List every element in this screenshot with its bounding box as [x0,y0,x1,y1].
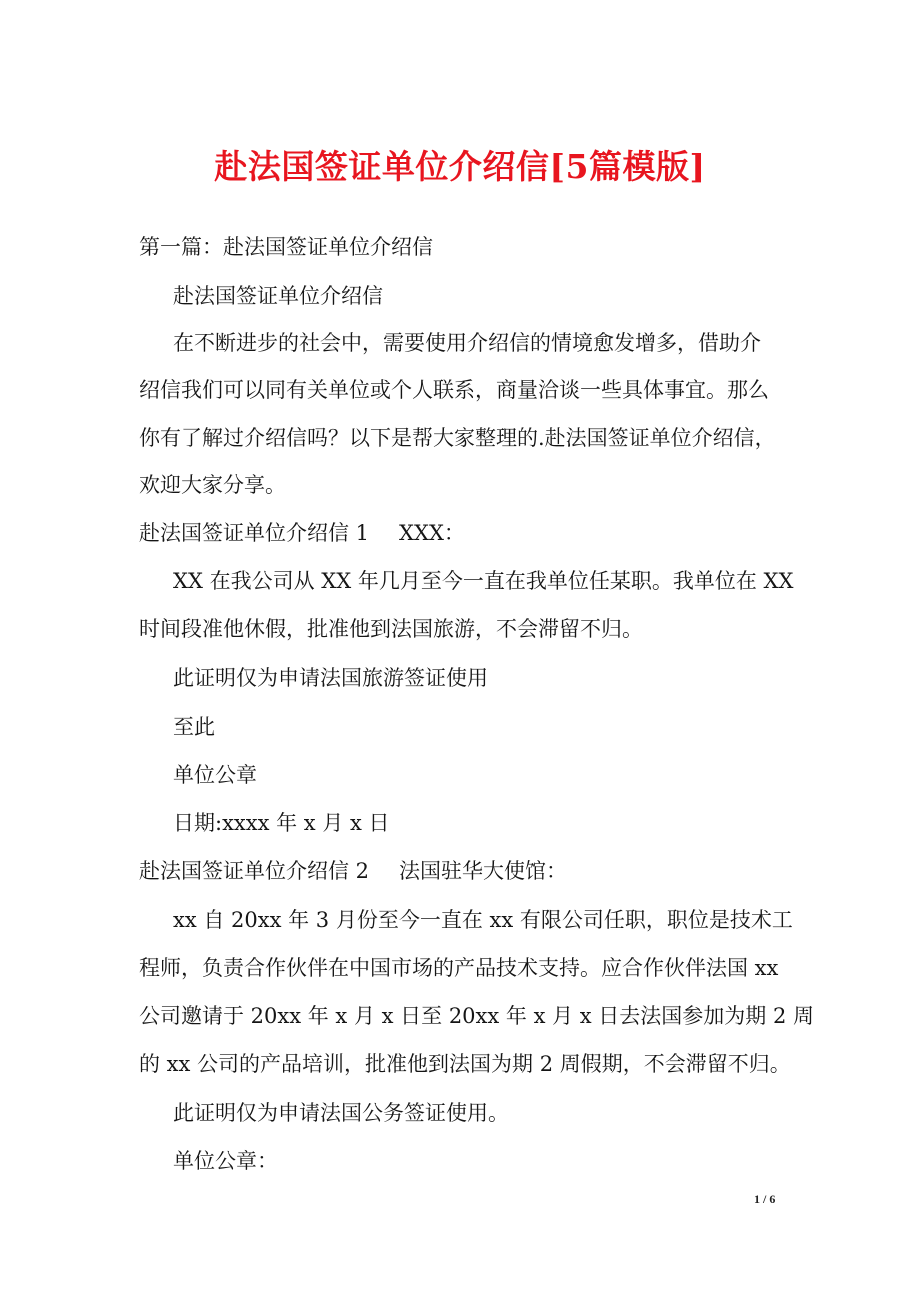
page-number: 1 / 6 [754,1192,776,1206]
letter1-body-line: 时间段准他休假，批准他到法国旅游，不会滞留不归。 [139,617,643,641]
letter2-heading-row [139,856,567,886]
section-heading: 第一篇：赴法国签证单位介绍信 [139,235,433,259]
letter2-heading: 赴法国签证单位介绍信 2 [139,859,370,883]
intro-line: 在不断进步的社会中，需要使用介绍信的情境愈发增多，借助介 [173,331,761,355]
letter1-closing: 至此 [173,715,215,739]
letter1-heading: 赴法国签证单位介绍信 1 [139,521,370,545]
section-subtitle: 赴法国签证单位介绍信 [173,284,383,308]
letter1-seal: 单位公章 [173,763,257,787]
intro-line: 绍信我们可以同有关单位或个人联系，商量洽谈一些具体事宜。那么 [139,378,769,402]
letter1-recipient: XXX： [399,521,465,545]
intro-line: 欢迎大家分享。 [139,473,286,497]
intro-line: 你有了解过介绍信吗？以下是帮大家整理的.赴法国签证单位介绍信， [139,426,776,450]
letter1-heading-row [139,518,465,548]
letter2-body-line: 公司邀请于 20xx 年 x 月 x 日至 20xx 年 x 月 x 日去法国参加为期 2 周 [139,1004,815,1028]
letter2-body-line: xx 自 20xx 年 3 月份至今一直在 xx 有限公司任职，职位是技术工 [173,908,793,932]
letter2-seal: 单位公章： [173,1149,278,1173]
letter1-body-line: XX 在我公司从 XX 年几月至今一直在我单位任某职。我单位在 XX [173,569,794,593]
letter2-body-line: 的 xx 公司的产品培训，批准他到法国为期 2 周假期，不会滞留不归。 [139,1052,791,1076]
letter2-purpose: 此证明仅为申请法国公务签证使用。 [173,1101,509,1125]
letter1-purpose: 此证明仅为申请法国旅游签证使用 [173,666,488,690]
document-title: 赴法国签证单位介绍信[5篇模版] [214,147,706,186]
letter2-body-line: 程师，负责合作伙伴在中国市场的产品技术支持。应合作伙伴法国 xx [139,956,779,980]
letter2-recipient: 法国驻华大使馆： [399,859,568,883]
letter1-date: 日期:xxxx 年 x 月 x 日 [173,811,390,835]
